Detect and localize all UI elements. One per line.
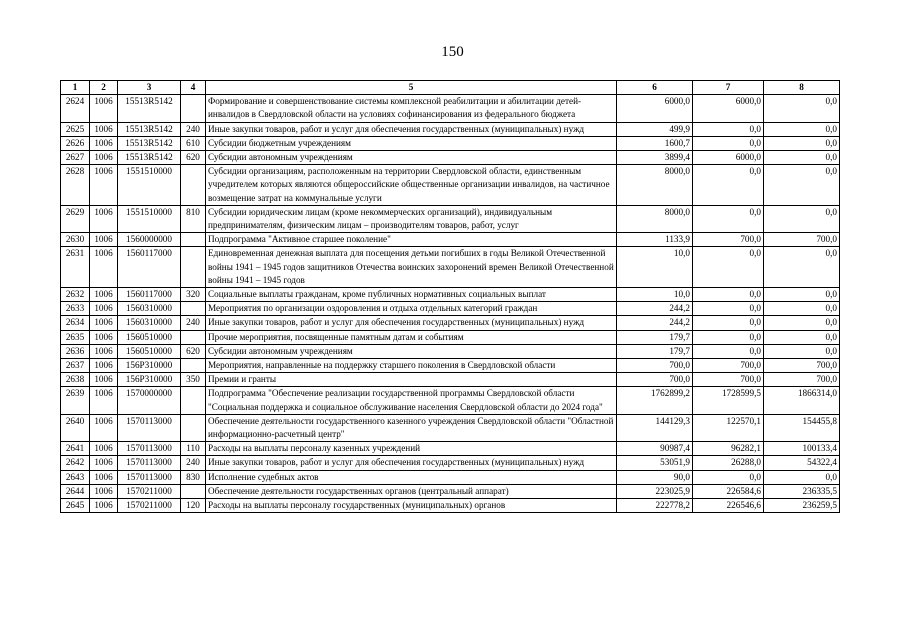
row-number-cell: 2637 — [61, 359, 90, 373]
expense-type-cell — [181, 414, 206, 441]
table-row — [61, 205, 840, 232]
table-row — [61, 387, 840, 414]
target-article-cell: 1551510000 — [118, 165, 181, 206]
section-code-cell: 1006 — [90, 233, 118, 247]
description-cell: Единовременная денежная выплата для посещения детьми погибших в годы Великой Отечественной войны 1941 – 1945 годов защитников Отечества воинских захоронений времен Великой Отечественной войны 1941 – 1945 годов — [206, 247, 617, 288]
expense-type-cell — [181, 359, 206, 373]
section-code-cell: 1006 — [90, 344, 118, 358]
amount-year-3-cell: 700,0 — [764, 373, 840, 387]
row-number-cell: 2624 — [61, 95, 90, 122]
expense-type-cell: 320 — [181, 288, 206, 302]
target-article-cell: 1570000000 — [118, 387, 181, 414]
row-number-cell: 2635 — [61, 330, 90, 344]
column-header: 7 — [693, 81, 764, 95]
expense-type-cell — [181, 302, 206, 316]
column-header: 3 — [118, 81, 181, 95]
amount-year-3-cell: 0,0 — [764, 316, 840, 330]
target-article-cell: 15513R5142 — [118, 136, 181, 150]
description-cell: Расходы на выплаты персоналу государственных (муниципальных) органов — [206, 499, 617, 513]
row-number-cell: 2639 — [61, 387, 90, 414]
table-row — [61, 95, 840, 122]
amount-year-3-cell: 0,0 — [764, 344, 840, 358]
amount-year-2-cell: 226584,6 — [693, 484, 764, 498]
section-code-cell: 1006 — [90, 484, 118, 498]
table-row — [61, 122, 840, 136]
description-cell: Субсидии автономным учреждениям — [206, 344, 617, 358]
table-row — [61, 165, 840, 206]
amount-year-2-cell: 226546,6 — [693, 499, 764, 513]
amount-year-3-cell: 1866314,0 — [764, 387, 840, 414]
table-row — [61, 470, 840, 484]
table-row — [61, 316, 840, 330]
description-cell: Иные закупки товаров, работ и услуг для обеспечения государственных (муниципальных) нужд — [206, 456, 617, 470]
amount-year-1-cell: 700,0 — [617, 373, 693, 387]
amount-year-3-cell: 0,0 — [764, 247, 840, 288]
expense-type-cell: 240 — [181, 122, 206, 136]
table-row — [61, 499, 840, 513]
amount-year-3-cell: 236259,5 — [764, 499, 840, 513]
row-number-cell: 2626 — [61, 136, 90, 150]
target-article-cell: 156P310000 — [118, 359, 181, 373]
amount-year-2-cell: 0,0 — [693, 330, 764, 344]
amount-year-2-cell: 0,0 — [693, 136, 764, 150]
row-number-cell: 2640 — [61, 414, 90, 441]
row-number-cell: 2641 — [61, 442, 90, 456]
column-header: 4 — [181, 81, 206, 95]
section-code-cell: 1006 — [90, 288, 118, 302]
amount-year-1-cell: 179,7 — [617, 344, 693, 358]
amount-year-3-cell: 0,0 — [764, 302, 840, 316]
table-body — [61, 95, 840, 513]
section-code-cell: 1006 — [90, 373, 118, 387]
description-cell: Социальные выплаты гражданам, кроме публичных нормативных социальных выплат — [206, 288, 617, 302]
description-cell: Обеспечение деятельности государственных органов (центральный аппарат) — [206, 484, 617, 498]
table-row — [61, 359, 840, 373]
amount-year-2-cell: 0,0 — [693, 288, 764, 302]
row-number-cell: 2636 — [61, 344, 90, 358]
page-number: 150 — [441, 44, 464, 60]
row-number-cell: 2627 — [61, 151, 90, 165]
expense-type-cell: 620 — [181, 344, 206, 358]
amount-year-1-cell: 90,0 — [617, 470, 693, 484]
amount-year-2-cell: 700,0 — [693, 233, 764, 247]
row-number-cell: 2625 — [61, 122, 90, 136]
amount-year-1-cell: 53051,9 — [617, 456, 693, 470]
expense-type-cell: 120 — [181, 499, 206, 513]
description-cell: Субсидии организациям, расположенным на территории Свердловской области, единственным учредителем которых являются общероссийские общественные организации инвалидов, на частичное возмещение затрат на коммунальные услуги — [206, 165, 617, 206]
amount-year-2-cell: 0,0 — [693, 316, 764, 330]
target-article-cell: 156P310000 — [118, 373, 181, 387]
expense-type-cell — [181, 95, 206, 122]
amount-year-1-cell: 144129,3 — [617, 414, 693, 441]
table-row — [61, 247, 840, 288]
amount-year-1-cell: 1762899,2 — [617, 387, 693, 414]
amount-year-1-cell: 8000,0 — [617, 205, 693, 232]
table-row — [61, 344, 840, 358]
table-row — [61, 136, 840, 150]
table-row — [61, 414, 840, 441]
description-cell: Субсидии автономным учреждениям — [206, 151, 617, 165]
row-number-cell: 2638 — [61, 373, 90, 387]
section-code-cell: 1006 — [90, 470, 118, 484]
description-cell: Подпрограмма "Активное старшее поколение" — [206, 233, 617, 247]
target-article-cell: 1570211000 — [118, 484, 181, 498]
section-code-cell: 1006 — [90, 316, 118, 330]
row-number-cell: 2629 — [61, 205, 90, 232]
description-cell: Формирование и совершенствование системы комплексной реабилитации и абилитации детей-инвалидов в Свердловской области на условиях софинансирования из федерального бюджета — [206, 95, 617, 122]
amount-year-1-cell: 1600,7 — [617, 136, 693, 150]
description-cell: Исполнение судебных актов — [206, 470, 617, 484]
amount-year-1-cell: 10,0 — [617, 247, 693, 288]
section-code-cell: 1006 — [90, 302, 118, 316]
section-code-cell: 1006 — [90, 136, 118, 150]
table-row — [61, 456, 840, 470]
amount-year-1-cell: 179,7 — [617, 330, 693, 344]
amount-year-3-cell: 0,0 — [764, 95, 840, 122]
section-code-cell: 1006 — [90, 165, 118, 206]
target-article-cell: 1560117000 — [118, 288, 181, 302]
row-number-cell: 2645 — [61, 499, 90, 513]
row-number-cell: 2643 — [61, 470, 90, 484]
amount-year-3-cell: 700,0 — [764, 233, 840, 247]
row-number-cell: 2630 — [61, 233, 90, 247]
target-article-cell: 1560310000 — [118, 316, 181, 330]
amount-year-3-cell: 0,0 — [764, 470, 840, 484]
budget-table — [60, 80, 840, 513]
target-article-cell: 1570113000 — [118, 470, 181, 484]
description-cell: Иные закупки товаров, работ и услуг для обеспечения государственных (муниципальных) нужд — [206, 316, 617, 330]
row-number-cell: 2634 — [61, 316, 90, 330]
amount-year-3-cell: 154455,8 — [764, 414, 840, 441]
expense-type-cell: 110 — [181, 442, 206, 456]
expense-type-cell — [181, 484, 206, 498]
amount-year-1-cell: 244,2 — [617, 316, 693, 330]
table-header-row — [61, 81, 840, 95]
amount-year-1-cell: 10,0 — [617, 288, 693, 302]
table-row — [61, 484, 840, 498]
target-article-cell: 1560000000 — [118, 233, 181, 247]
amount-year-2-cell: 0,0 — [693, 165, 764, 206]
description-cell: Премии и гранты — [206, 373, 617, 387]
target-article-cell: 1570113000 — [118, 456, 181, 470]
target-article-cell: 1570211000 — [118, 499, 181, 513]
amount-year-3-cell: 0,0 — [764, 136, 840, 150]
description-cell: Мероприятия по организации оздоровления и отдыха отдельных категорий граждан — [206, 302, 617, 316]
expense-type-cell: 240 — [181, 456, 206, 470]
target-article-cell: 15513R5142 — [118, 122, 181, 136]
row-number-cell: 2644 — [61, 484, 90, 498]
amount-year-1-cell: 222778,2 — [617, 499, 693, 513]
amount-year-2-cell: 700,0 — [693, 373, 764, 387]
amount-year-2-cell: 0,0 — [693, 344, 764, 358]
column-header: 8 — [764, 81, 840, 95]
amount-year-1-cell: 1133,9 — [617, 233, 693, 247]
amount-year-3-cell: 100133,4 — [764, 442, 840, 456]
amount-year-2-cell: 6000,0 — [693, 95, 764, 122]
target-article-cell: 1560310000 — [118, 302, 181, 316]
row-number-cell: 2631 — [61, 247, 90, 288]
target-article-cell: 1560117000 — [118, 247, 181, 288]
amount-year-2-cell: 96282,1 — [693, 442, 764, 456]
amount-year-3-cell: 236335,5 — [764, 484, 840, 498]
column-header: 1 — [61, 81, 90, 95]
section-code-cell: 1006 — [90, 151, 118, 165]
description-cell: Прочие мероприятия, посвященные памятным датам и событиям — [206, 330, 617, 344]
description-cell: Иные закупки товаров, работ и услуг для обеспечения государственных (муниципальных) нужд — [206, 122, 617, 136]
section-code-cell: 1006 — [90, 414, 118, 441]
row-number-cell: 2633 — [61, 302, 90, 316]
amount-year-3-cell: 0,0 — [764, 205, 840, 232]
table-row — [61, 151, 840, 165]
section-code-cell: 1006 — [90, 442, 118, 456]
description-cell: Субсидии бюджетным учреждениям — [206, 136, 617, 150]
section-code-cell: 1006 — [90, 359, 118, 373]
amount-year-1-cell: 6000,0 — [617, 95, 693, 122]
amount-year-2-cell: 0,0 — [693, 247, 764, 288]
target-article-cell: 1560510000 — [118, 330, 181, 344]
expense-type-cell: 240 — [181, 316, 206, 330]
column-header: 5 — [206, 81, 617, 95]
row-number-cell: 2628 — [61, 165, 90, 206]
expense-type-cell — [181, 387, 206, 414]
table-row — [61, 233, 840, 247]
expense-type-cell — [181, 330, 206, 344]
amount-year-1-cell: 8000,0 — [617, 165, 693, 206]
target-article-cell: 1560510000 — [118, 344, 181, 358]
amount-year-2-cell: 700,0 — [693, 359, 764, 373]
column-header: 6 — [617, 81, 693, 95]
description-cell: Субсидии юридическим лицам (кроме некоммерческих организаций), индивидуальным предпринимателям, физическим лицам – производителям товаров, работ, услуг — [206, 205, 617, 232]
row-number-cell: 2642 — [61, 456, 90, 470]
amount-year-1-cell: 3899,4 — [617, 151, 693, 165]
section-code-cell: 1006 — [90, 122, 118, 136]
expense-type-cell — [181, 233, 206, 247]
amount-year-2-cell: 0,0 — [693, 205, 764, 232]
section-code-cell: 1006 — [90, 205, 118, 232]
amount-year-3-cell: 0,0 — [764, 330, 840, 344]
row-number-cell: 2632 — [61, 288, 90, 302]
target-article-cell: 15513R5142 — [118, 151, 181, 165]
expense-type-cell: 610 — [181, 136, 206, 150]
table-row — [61, 442, 840, 456]
expense-type-cell: 810 — [181, 205, 206, 232]
amount-year-3-cell: 0,0 — [764, 122, 840, 136]
amount-year-1-cell: 700,0 — [617, 359, 693, 373]
description-cell: Мероприятия, направленные на поддержку старшего поколения в Свердловской области — [206, 359, 617, 373]
table-row — [61, 302, 840, 316]
target-article-cell: 15513R5142 — [118, 95, 181, 122]
amount-year-1-cell: 90987,4 — [617, 442, 693, 456]
amount-year-2-cell: 1728599,5 — [693, 387, 764, 414]
section-code-cell: 1006 — [90, 330, 118, 344]
section-code-cell: 1006 — [90, 95, 118, 122]
column-header: 2 — [90, 81, 118, 95]
target-article-cell: 1551510000 — [118, 205, 181, 232]
section-code-cell: 1006 — [90, 247, 118, 288]
section-code-cell: 1006 — [90, 456, 118, 470]
amount-year-2-cell: 0,0 — [693, 302, 764, 316]
expense-type-cell — [181, 247, 206, 288]
section-code-cell: 1006 — [90, 387, 118, 414]
amount-year-3-cell: 54322,4 — [764, 456, 840, 470]
amount-year-1-cell: 499,9 — [617, 122, 693, 136]
amount-year-3-cell: 0,0 — [764, 165, 840, 206]
table-row — [61, 288, 840, 302]
amount-year-2-cell: 6000,0 — [693, 151, 764, 165]
target-article-cell: 1570113000 — [118, 442, 181, 456]
table-row — [61, 330, 840, 344]
amount-year-2-cell: 26288,0 — [693, 456, 764, 470]
amount-year-2-cell: 0,0 — [693, 122, 764, 136]
amount-year-3-cell: 0,0 — [764, 151, 840, 165]
expense-type-cell: 350 — [181, 373, 206, 387]
expense-type-cell — [181, 165, 206, 206]
target-article-cell: 1570113000 — [118, 414, 181, 441]
amount-year-3-cell: 700,0 — [764, 359, 840, 373]
amount-year-2-cell: 0,0 — [693, 470, 764, 484]
amount-year-1-cell: 223025,9 — [617, 484, 693, 498]
section-code-cell: 1006 — [90, 499, 118, 513]
amount-year-3-cell: 0,0 — [764, 288, 840, 302]
expense-type-cell: 830 — [181, 470, 206, 484]
description-cell: Обеспечение деятельности государственного казенного учреждения Свердловской области "Областной информационно-расчетный центр" — [206, 414, 617, 441]
description-cell: Подпрограмма "Обеспечение реализации государственной программы Свердловской области "Социальная поддержка и социальное обслуживание населения Свердловской области до 2024 года" — [206, 387, 617, 414]
description-cell: Расходы на выплаты персоналу казенных учреждений — [206, 442, 617, 456]
amount-year-2-cell: 122570,1 — [693, 414, 764, 441]
expense-type-cell: 620 — [181, 151, 206, 165]
table-row — [61, 373, 840, 387]
amount-year-1-cell: 244,2 — [617, 302, 693, 316]
